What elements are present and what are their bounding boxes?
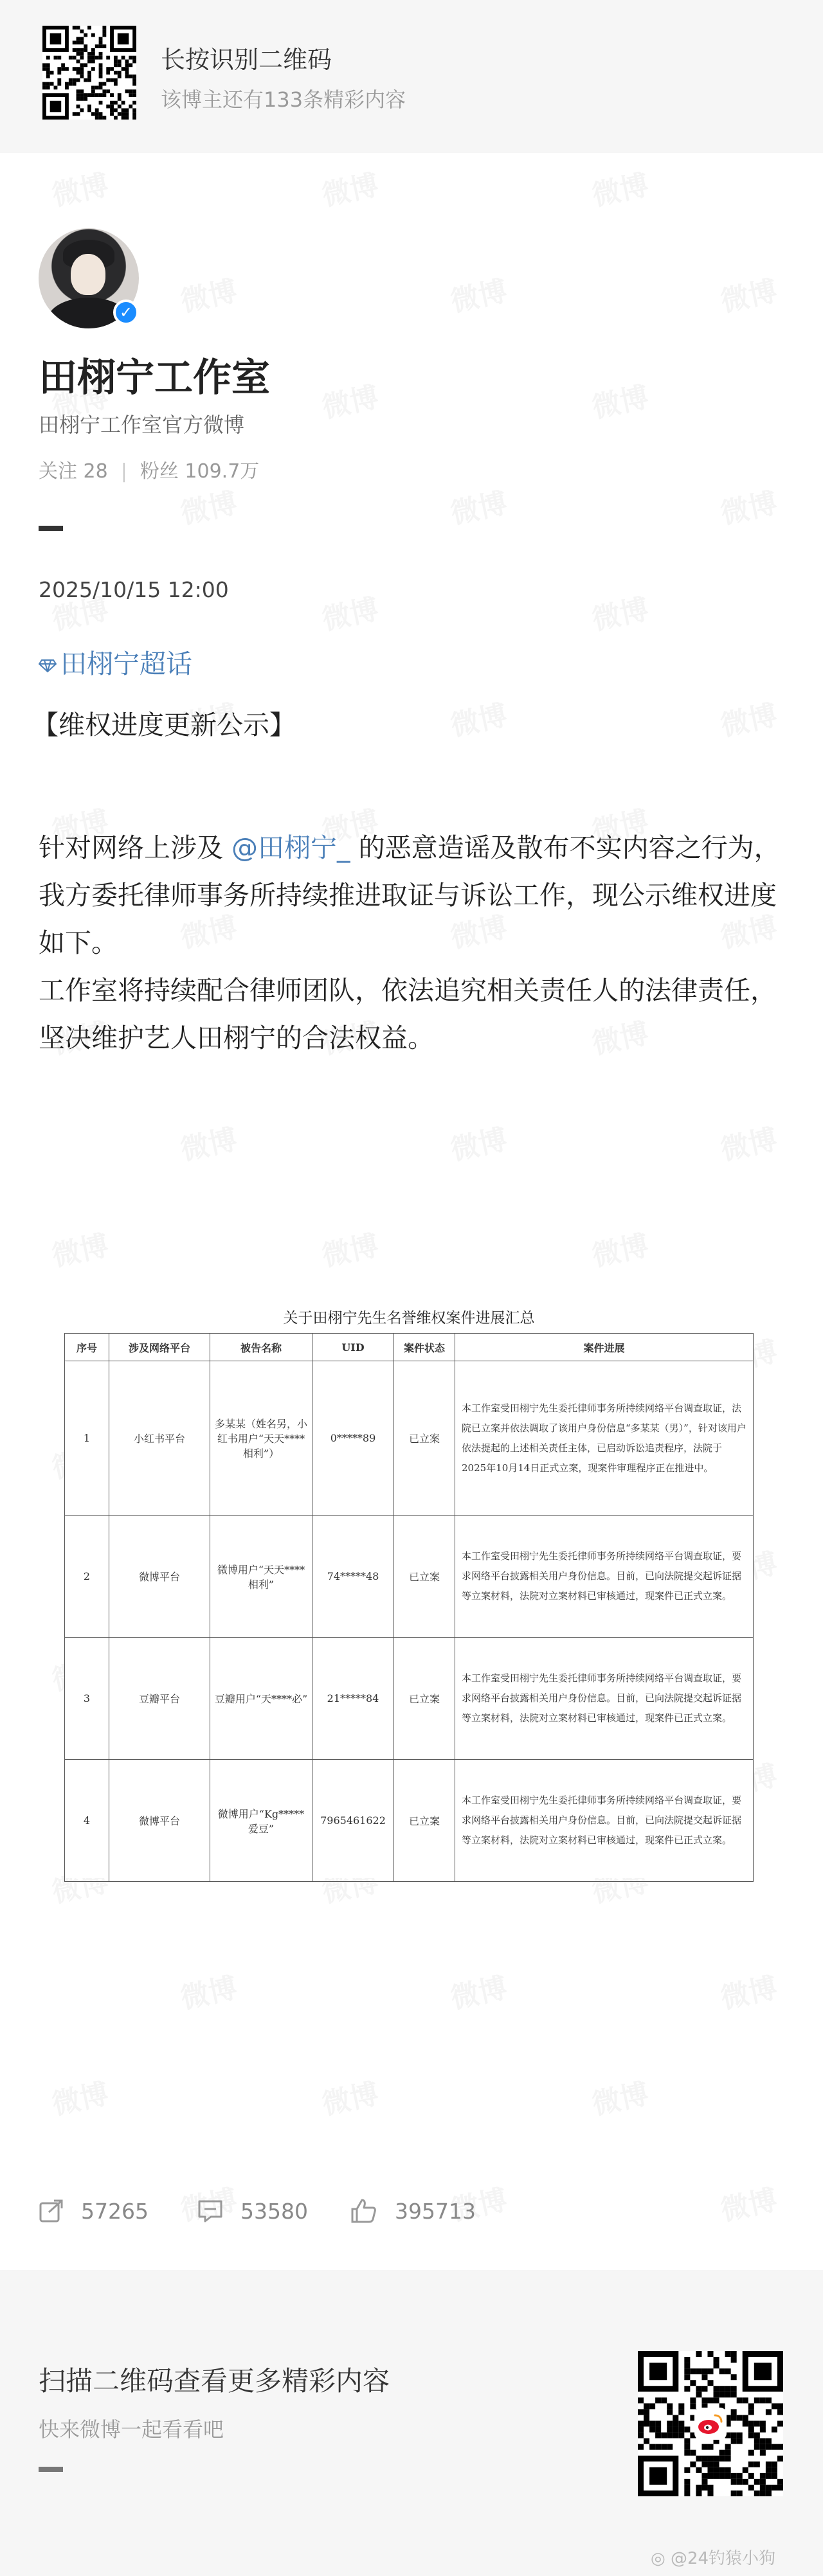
watermark-tile [716,1116,780,1168]
cell-status: 已立案 [394,1361,455,1516]
mention-link[interactable]: @田栩宁_ [231,832,350,863]
footer-divider [39,2467,63,2472]
case-table [64,1333,754,1882]
share-banner-subtitle: 该博主还有133条精彩内容 [161,87,406,112]
post-time: 2025/10/15 12:00 [39,577,229,602]
watermark-tile [716,692,780,744]
stats-divider: | [120,460,127,483]
account-stats [39,455,259,483]
header-progress: 案件进展 [455,1334,754,1361]
watermark-tile [446,268,510,320]
watermark-tile [176,1965,240,2017]
qr-code-top[interactable] [42,26,136,120]
cell-defendant: 多某某（姓名另，小红书用户“天天****相利”） [210,1361,312,1516]
watermark-tile [446,480,510,532]
comment-count: 53580 [240,2198,308,2224]
cell-status: 已立案 [394,1638,455,1760]
cell-platform: 微博平台 [109,1516,210,1638]
cell-no: 3 [65,1638,109,1760]
watermark-tile [48,2071,111,2123]
thumbs-up-icon [350,2197,378,2224]
cell-status: 已立案 [394,1760,455,1882]
cell-no: 4 [65,1760,109,1882]
share-banner-title: 长按识别二维码 [161,46,332,74]
like-count: 395713 [395,2198,476,2224]
qr-pattern-top [42,26,136,120]
watermark-tile [176,480,240,532]
action-bar [0,2192,823,2230]
watermark-tile [716,480,780,532]
watermark-tile [318,2071,381,2123]
footer-title: 扫描二维码查看更多精彩内容 [39,2365,390,2397]
cell-progress: 本工作室受田栩宁先生委托律师事务所持续网络平台调查取证，要求网络平台披露相关用户身份信息。目前，已向法院提交起诉证据等立案材料，法院对立案材料已审核通过，现案件已正式立案。 [455,1638,754,1760]
watermark-tile [716,1965,780,2017]
topic-link[interactable] [39,643,192,681]
cell-no: 2 [65,1516,109,1638]
like-button[interactable] [350,2192,476,2230]
verified-badge-icon: ✓ [113,300,139,325]
cell-defendant: 微博用户“Kg*****爱豆” [210,1760,312,1882]
fans-count: 109.7万 [185,460,260,483]
cell-uid: 7965461622 [312,1760,394,1882]
cell-uid: 74*****48 [312,1516,394,1638]
account-description: 田栩宁工作室官方微博 [39,413,245,437]
cell-progress: 本工作室受田栩宁先生委托律师事务所持续网络平台调查取证，法院已立案并依法调取了该用户身份信息“多某某（男）”，针对该用户依法提起的上述相关责任主体，已启动诉讼追责程序，法院于2025年10月14日正式立案，现案件审理程序正在推进中。 [455,1361,754,1516]
watermark-tile [318,1222,381,1275]
watermark-tile [588,374,651,426]
post-body [39,824,784,1062]
cell-platform: 微博平台 [109,1760,210,1882]
weibo-logo-icon [694,2408,727,2440]
cell-no: 1 [65,1361,109,1516]
divider-dash [39,526,63,531]
watermark-tile [446,692,510,744]
header-status: 案件状态 [394,1334,455,1361]
qr-code-bottom[interactable] [638,2351,783,2496]
cell-defendant: 微博用户“天天****相利” [210,1516,312,1638]
watermark-tile [318,374,381,426]
repost-icon [39,2198,64,2224]
cell-platform: 小红书平台 [109,1361,210,1516]
watermark-tile [176,268,240,320]
comment-button[interactable] [197,2192,308,2230]
watermark-tile [318,162,381,214]
header-platform: 涉及网络平台 [109,1334,210,1361]
table-row [65,1760,754,1882]
post-paragraph-1: 针对网络上涉及 @田栩宁_ 的恶意造谣及散布不实内容之行为，我方委托律师事务所持续推进取证与诉讼工作，现公示维权进度如下。 [39,832,781,958]
header-no: 序号 [65,1334,109,1361]
watermark-tile [588,1222,651,1275]
watermark-tile [446,1116,510,1168]
post-headline: 【维权进度更新公示】 [32,710,296,740]
repost-count: 57265 [81,2198,149,2224]
document-title: 关于田栩宁先生名誉维权案件进展汇总 [283,1310,535,1327]
topic-label: 田栩宁超话 [60,648,192,679]
watermark-tile [446,1965,510,2017]
footer-subtitle: 快来微博一起看看吧 [39,2417,224,2442]
repost-button[interactable] [39,2192,149,2230]
cell-defendant: 豆瓣用户“天****必” [210,1638,312,1760]
watermark-tile [716,268,780,320]
post-paragraph-2: 工作室将持续配合律师团队，依法追究相关责任人的法律责任，坚决维护艺人田栩宁的合法权益。 [39,975,777,1053]
account-name[interactable]: 田栩宁工作室 [39,355,270,400]
watermark-tile [588,2071,651,2123]
cell-progress: 本工作室受田栩宁先生委托律师事务所持续网络平台调查取证，要求网络平台披露相关用户身份信息。目前，已向法院提交起诉证据等立案材料，法院对立案材料已审核通过，现案件已正式立案。 [455,1516,754,1638]
watermark-tile [318,586,381,638]
watermark-tile [48,1222,111,1275]
follow-count: 28 [83,460,108,483]
header-uid: UID [312,1334,394,1361]
table-row [65,1638,754,1760]
follow-label: 关注 [39,460,77,483]
cell-uid: 0*****89 [312,1361,394,1516]
attached-document-image[interactable] [64,1298,754,1878]
watermark-tile [588,586,651,638]
comment-icon [197,2198,224,2224]
table-row [65,1361,754,1516]
cell-platform: 豆瓣平台 [109,1638,210,1760]
watermark-tile [48,162,111,214]
table-row [65,1516,754,1638]
cell-uid: 21*****84 [312,1638,394,1760]
table-header-row [65,1334,754,1361]
fans-label: 粉丝 [140,460,179,483]
watermark-tile [176,1116,240,1168]
watermark-weibo-icon: ◎ [651,2549,665,2568]
header-defendant: 被告名称 [210,1334,312,1361]
cell-progress: 本工作室受田栩宁先生委托律师事务所持续网络平台调查取证，要求网络平台披露相关用户身份信息。目前，已向法院提交起诉证据等立案材料，法院对立案材料已审核通过，现案件已正式立案。 [455,1760,754,1882]
super-topic-diamond-icon [39,659,57,673]
cell-status: 已立案 [394,1516,455,1638]
watermark: ◎ @24钓猿小狗 [651,2549,776,2568]
watermark-tile [588,162,651,214]
